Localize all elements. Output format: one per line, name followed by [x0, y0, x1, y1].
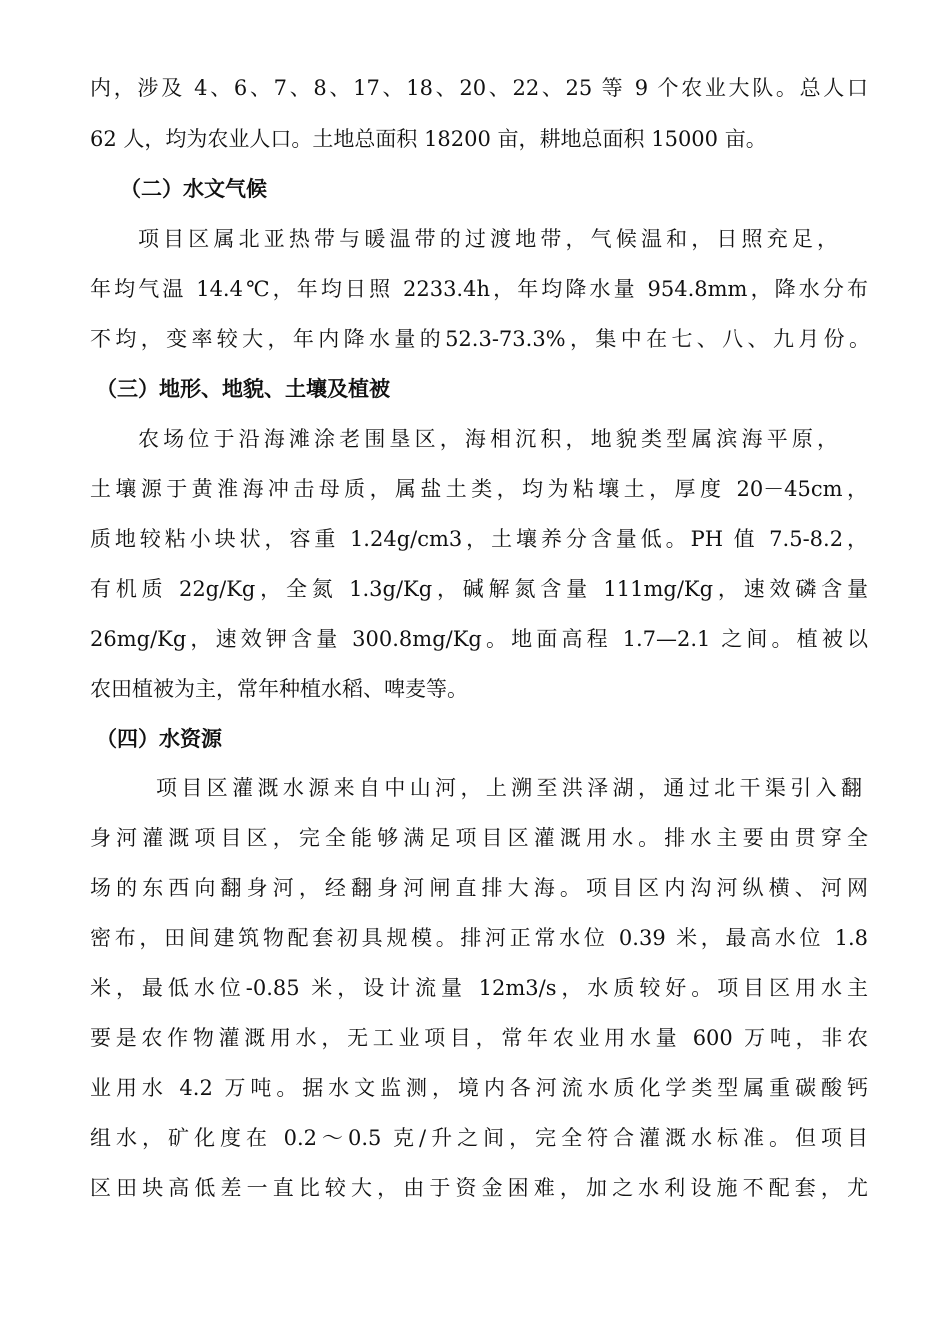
- paragraph-line: 米，最低水位-0.85 米，设计流量 12m3/s，水质较好。项目区用水主: [90, 976, 868, 1000]
- paragraph-line: 场的东西向翻身河，经翻身河闸直排大海。项目区内沟河纵横、河网: [90, 876, 868, 900]
- paragraph-line: 不均，变率较大，年内降水量的52.3-73.3%，集中在七、八、九月份。: [90, 327, 870, 351]
- section-heading-water-resources: （四）水资源: [96, 727, 222, 751]
- paragraph-line: 组水，矿化度在 0.2～0.5 克/升之间，完全符合灌溉水标准。但项目: [90, 1126, 868, 1150]
- paragraph-line: 要是农作物灌溉用水，无工业项目，常年农业用水量 600 万吨，非农: [90, 1026, 868, 1050]
- paragraph-line: 农场位于沿海滩涂老围垦区，海相沉积，地貌类型属滨海平原，: [138, 427, 838, 451]
- paragraph-line: 农田植被为主，常年种植水稻、啤麦等。: [90, 677, 468, 701]
- paragraph-line: 土壤源于黄淮海冲击母质，属盐土类，均为粘壤土，厚度 20－45cm，: [90, 477, 868, 501]
- paragraph-line: 年均气温 14.4℃，年均日照 2233.4h，年均降水量 954.8mm，降水分布: [90, 277, 868, 301]
- paragraph-line: 内，涉及 4、6、7、8、17、18、20、22、25 等 9 个农业大队。总人口: [90, 76, 868, 100]
- paragraph-line: 区田块高低差一直比较大，由于资金困难，加之水利设施不配套，尤: [90, 1176, 868, 1200]
- paragraph-line: 项目区属北亚热带与暖温带的过渡地带，气候温和，日照充足，: [138, 227, 838, 251]
- paragraph-line: 62 人，均为农业人口。土地总面积 18200 亩，耕地总面积 15000 亩。: [90, 127, 767, 151]
- paragraph-line: 26mg/Kg，速效钾含量 300.8mg/Kg。地面高程 1.7—2.1 之间。植被以: [90, 627, 868, 651]
- paragraph-line: 有机质 22g/Kg，全氮 1.3g/Kg，碱解氮含量 111mg/Kg，速效磷含量: [90, 577, 868, 601]
- paragraph-line: 密布，田间建筑物配套初具规模。排河正常水位 0.39 米，最高水位 1.8: [90, 926, 868, 950]
- section-heading-hydrology-climate: （二）水文气候: [120, 177, 267, 201]
- paragraph-line: 业用水 4.2 万吨。据水文监测，境内各河流水质化学类型属重碳酸钙: [90, 1076, 868, 1100]
- paragraph-line: 质地较粘小块状，容重 1.24g/cm3，土壤养分含量低。PH 值 7.5-8.2，: [90, 527, 868, 551]
- paragraph-line: 项目区灌溉水源来自中山河，上溯至洪泽湖，通过北干渠引入翻: [156, 776, 862, 800]
- section-heading-terrain-soil-vegetation: （三）地形、地貌、土壤及植被: [96, 377, 390, 401]
- paragraph-line: 身河灌溉项目区，完全能够满足项目区灌溉用水。排水主要由贯穿全: [90, 826, 868, 850]
